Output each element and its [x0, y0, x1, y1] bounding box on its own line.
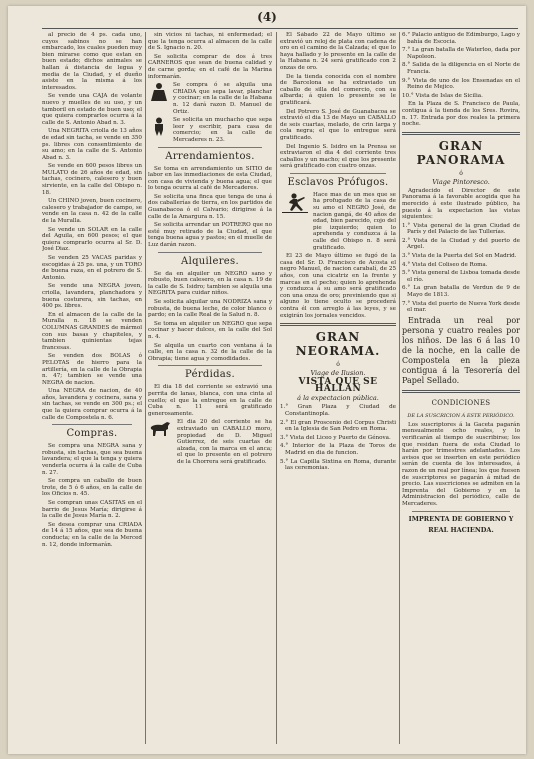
vista-list: [280, 404, 396, 471]
illustrated-ad-text: El dia 20 del corriente se ha extraviado un CABALLO moro, propiedad de D. Miguel Gutierrez, de seis cuartas de alzada, con la marca en el anca; el que lo presente en el potrero de la Chorrera será gratificado.: [177, 419, 272, 465]
classified-ad: Agradecido el Director de este Panorama á la favorable acogida que ha merecido á este ilustrado público, ha puesto á la expectacion las vistas siguientes:: [402, 187, 520, 221]
list-item: 5.° Vista general de Lisboa tomada desde el río.: [402, 270, 520, 283]
man-figure-icon: [148, 117, 170, 137]
gran-neorama-title: GRAN NEORAMA.: [295, 330, 381, 359]
classified-ad: El dia 18 del corriente se extravió una perrita de lanas, blanca, con una cinta al cuello; el que la entregue en la calle de Cuba n. 11 será gratificado generosamente.: [148, 384, 272, 417]
list-item: 1.° Gran Plaza y Ciudad de Constantinopla.: [280, 404, 396, 417]
list-item: 3.° Vista del Liceo y Puerto de Génova.: [280, 434, 391, 441]
column-4: [402, 32, 520, 744]
classified-ad: Se vende un SOLAR en la calle del Aguila, en 600 pesos; el que quiera comprarlo ocurra al Sr. D. José Diaz.: [42, 226, 142, 253]
classified-ad: Se vende en 600 pesos libres un MULATO de 26 años de edad, sin tachas, cocinero, calesero y buen sirviente, en la calle del Obispo n. 18.: [42, 163, 142, 196]
classified-ad: Del Ingenio S. Isidro en la Prensa se extraviaron el dia 4 del corriente tres caballos y un macho; el que los presente será gratificado con cuatro onzas.: [280, 143, 396, 170]
separator: [158, 365, 262, 366]
classified-ad: En el almacen de la calle de la Muralla n. 18 se venden COLUMNAS GRANDES de mármol con sus basas y chapiteles, y tambien quinientas tejas francesas.: [42, 311, 142, 351]
panorama-list: [402, 223, 520, 314]
classified-ad: Se vende una CAJA de volante nuevo y muelles de su uso, y un tamboril en estado de buen uso; el que quiera comprarlos ocurra á la calle de S. Antonio Abad n. 3.: [42, 93, 142, 126]
column-1: [42, 32, 142, 744]
classified-ad: al precio de 4 ps. cada uno, cuyos sabinos no se han embarcado, los cuales pueden muy bien mirarse como que estan en buen estado; dichos animales se hallan á distancia de legua y media de la Ciudad, y el dueño asiste en la misma á los interesados.: [42, 32, 142, 91]
classified-ad: De la tienda conocida con el nombre de Barcelona se ha extraviado un caballo de silla del comercio, con su albarda; á quien lo presente se le gratificará.: [280, 73, 396, 106]
list-item: 6.° Palacio antiguo de Edimburgo, Lago y bahía de Escocia.: [402, 32, 520, 45]
illustrated-ad: [148, 82, 272, 115]
gran-panorama-title: GRAN PANORAMA: [416, 138, 506, 167]
illustrated-ad-text: Se solicita un muchacho que sepa leer y escribir, para casa de comercio; en la calle de Mercaderes n. 23.: [173, 117, 272, 143]
classified-ad: Un CHINO joven, buen cocinero, calesero y trabajador de campo, se vende en la casa n. 42 de la calle de la Muralla.: [42, 198, 142, 225]
classified-ad: Se compran unas CASITAS en el barrio de Jesus María; dirigirse á la calle de Jesus María n. 2.: [42, 500, 142, 520]
classified-ad: El 23 de Mayo último se fugó de la casa del Sr. D. Francisco de Acosta el negro Manuel, de nacion carabalí, de 25 años, con una cicatriz en la frente y marcas en el pecho; quien lo aprehenda y conduzca á su amo será gratificado con una onza de oro; previniendo que si alguno lo tiene oculto se procederá contra él con arreglo á las leyes, y se exigirán los jornales vencidos.: [280, 253, 396, 319]
classified-ad: Entrada un real por persona y cuatro reales por los niños. De las 6 á las 10 de la noche, en la calle de Compostela en la pieza contigua á la Tesorería del Papel Sellado.: [402, 315, 520, 385]
conditions-text: Los suscriptores á la Gaceta pagarán mensualmente ocho reales, y lo verificarán al tiempo de suscribirse; los que residan fuera de esta Ciudad lo harán por trimestres adelantados. Los avisos que se inserten en este periódico serán de cuenta de los interesados, á razon de un real por línea; los que fuesen de suscriptores se pagarán á mitad de precio. Las suscriciones se admiten en la Imprenta del Gobierno y en la Administracion del periódico, calle de Mercaderes.: [402, 421, 520, 507]
illustrated-ad-text: Se compra ó se alquila una CRIADA que sepa lavar, planchar y cocinar; en la calle de la Habana n. 12 dará razon D. Manuel de Ortiz.: [173, 82, 272, 115]
classified-ad: El Sábado 22 de Mayo último se extravió un reloj de plata con cadena de oro en el camino de la Calzada; el que lo haya hallado y lo presente en la calle de la Habana n. 24 será gratificado con 2 onzas de oro.: [280, 32, 396, 71]
conjunction: ó: [459, 169, 463, 177]
section-heading-alquileres: Alquileres.: [181, 255, 239, 267]
classified-ad: Se da en alquiler un NEGRO sano y robusto, buen calesero, en la casa n. 19 de la calle de S. Isidro; tambien se alquila una NEGRITA para cuidar niños.: [148, 270, 272, 297]
list-item: 10.° Vista de Islas de Sicilia.: [402, 92, 483, 99]
list-item: 9.° Vista de uno de los Ensenadas en el Reino de Mejico.: [402, 77, 520, 91]
double-rule: [280, 323, 396, 326]
top-rule: [42, 28, 518, 29]
woman-figure-icon: [148, 82, 170, 102]
double-rule: [402, 390, 520, 393]
vista-subtitle: á la expectacion pública.: [297, 394, 379, 403]
list-item: 4.° Vista del Coliseo de Roma.: [402, 261, 488, 268]
column-divider: [276, 32, 277, 744]
horse-icon: [148, 419, 174, 437]
illustrated-ad: [148, 117, 272, 143]
gran-panorama-subtitle: Viage Pintoresco.: [432, 177, 490, 186]
running-figure-icon: [280, 192, 310, 214]
list-item: 2.° El gran Proscenio del Corpus Christi en la Iglesia de San Pedro en Roma.: [280, 419, 396, 433]
classified-ad: Se toma en alquiler un NEGRO que sepa cocinar y hacer dulces, en la calle del Sol n. 4.: [148, 320, 272, 340]
conjunction: ó: [336, 361, 340, 369]
classified-ad: Se desea comprar una CRIADA de 14 á 15 años, que sea de buena conducta; en la calle de la Merced n. 12, donde informarán.: [42, 521, 142, 548]
classified-ad: Se alquila un cuarto con ventana á la calle, en la casa n. 32 de la calle de la Obrapia; tiene agua y comodidades.: [148, 342, 272, 362]
classified-ad: Se solicita una finca que tenga de una á dos caballerías de tierra, en los partidos de Guanabacoa ó el Calvario; dirigirse á la calle de la Amargura n. 15.: [148, 193, 272, 220]
list-item: 7.° Vista del puerto de Nueva York desde el mar.: [402, 300, 520, 314]
list-item: 7.° La gran batalla de Waterloo, dada por Napoleon.: [402, 47, 520, 60]
separator: [158, 147, 262, 148]
list-item: 4.° Interior de la Plaza de Toros de Madrid en dia de funcion.: [280, 443, 396, 456]
gran-neorama-subtitle: Viage de Ilusion.: [310, 369, 366, 378]
classified-ad: sin vicios ni tachas, ni enfermedad; el que la tenga ocurra al almacen de la calle de S. Ignacio n. 20.: [148, 32, 272, 52]
separator: [290, 173, 386, 174]
classified-ad: Se venden dos BOLAS ó PELOTAS de hierro para la artillería, en la calle de la Obrapia n. 47; tambien se vende una NEGRA de nacion.: [42, 353, 142, 386]
list-item: 6.° La gran batalla de Verdun de 9 de Mayo de 1813.: [402, 285, 520, 299]
classified-ad: Del Potrero S. José de Guanabacoa se extravió el dia 13 de Mayo un CABALLO de seis cuartas, melado, de crin larga y cola negra; el que lo entregue será gratificado.: [280, 108, 396, 141]
column-divider: [145, 32, 146, 744]
vista-list-continued: [402, 32, 520, 99]
conditions-subtitle: DE LA SUSCRICION Á ESTE PERIÓDICO.: [407, 412, 515, 419]
list-item: 8.° Salida de la diligencia en el Norte de Francia.: [402, 62, 520, 75]
classified-ad: Se venden 25 VACAS paridas y escogidas á 25 ps. una, y un TORO de buena raza, en el potrero de S. Antonio.: [42, 255, 142, 281]
page-number: (4): [257, 10, 277, 24]
column-2: [148, 32, 272, 744]
column-divider: [399, 32, 400, 744]
classified-ad: Se compra un caballo de buen trote, de 5 ó 6 años, en la calle de los Oficios n. 45.: [42, 478, 142, 498]
list-item: 5.° La Capilla Sixtina en Roma, durante las ceremonias.: [280, 458, 396, 472]
list-item: 3.° Vista de la Puerta del Sol en Madrid.: [402, 253, 517, 260]
classified-ad: Una NEGRA de nacion, de 40 años, lavandera y cocinera, sana y sin tachas, se vende en 300 ps.; el que la quiera comprar ocurra á la calle de Compostela n. 6.: [42, 388, 142, 421]
imprint-line: IMPRENTA DE GOBIERNO Y: [408, 514, 514, 523]
section-heading-compras: Compras.: [66, 428, 118, 440]
illustrated-ad: [148, 419, 272, 465]
classified-ad: Se solicita comprar de dos á tres CARNEROS que sean de buena calidad y de carne gorda; en el café de la Marina informarán.: [148, 53, 272, 80]
double-rule: [402, 132, 520, 135]
section-heading-arrendamientos: Arrendamientos.: [165, 150, 255, 162]
illustrated-ad: [280, 192, 396, 251]
vista-heading: VISTA QUE SE HALLAN: [298, 377, 378, 394]
illustrated-ad-text: Hace mas de un mes que se ha profugado de la casa de su amo el NEGRO José, de nacion gangá, de 40 años de edad, bien parecido, cojo del pie izquierdo; quien lo aprehenda y conduzca á la calle del Obispo n. 8 será gratificado.: [313, 191, 396, 251]
list-item: 1.° Vista general de la gran Ciudad de París y del Palacio de las Tullerías.: [402, 222, 520, 236]
section-heading-perdidas: Pérdidas.: [185, 369, 235, 381]
separator: [412, 511, 510, 512]
separator: [52, 424, 132, 425]
classified-ad: Una NEGRITA criolla de 13 años de edad sin tacha, se vende en 350 ps. libres con consentimiento de su amo; en la calle de S. Antonio Abad n. 3.: [42, 128, 142, 161]
conditions-title: CONDICIONES: [431, 398, 491, 407]
section-heading-esclavos: Esclavos Prófugos.: [287, 176, 389, 188]
classified-ad: Se vende una NEGRA joven, criolla, lavandera, planchadora y buena costurera, sin tachas, en 400 ps. libres.: [42, 283, 142, 310]
imprint-line: REAL HACIENDA.: [428, 525, 494, 534]
classified-ad: En la Plaza de S. Francisco de Paula, contigua á la tienda de los Sres. Rovira, n. 17. Entrada por dos reales la primera noche.: [402, 101, 520, 128]
classified-ad: Se solicita arrendar un POTRERO que no esté muy retirado de la Ciudad, el que tenga buena agua y pastos; en el muelle de Luz darán razon.: [148, 222, 272, 249]
classified-ad: Se toma en arrendamiento un SITIO de labor en las inmediaciones de esta Ciudad, con casa de vivienda y buena agua; el que lo tenga ocurra al café de Mercaderes.: [148, 165, 272, 192]
classified-ad: Se solicita alquilar una NODRIZA sana y robusta, de buena leche, de color blanco ó pardo; en la calle Real de la Salud n. 8.: [148, 299, 272, 319]
newspaper-page: [8, 6, 526, 754]
column-3: [280, 32, 396, 744]
separator: [158, 252, 262, 253]
classified-ad: Se compra una NEGRA sana y robusta, sin tachas, que sea buena lavandera; el que la tenga y quiera venderla ocurra á la calle de Cuba n. 27.: [42, 443, 142, 476]
list-item: 2.° Vista de la Ciudad y del puerto de Argel.: [402, 237, 520, 251]
